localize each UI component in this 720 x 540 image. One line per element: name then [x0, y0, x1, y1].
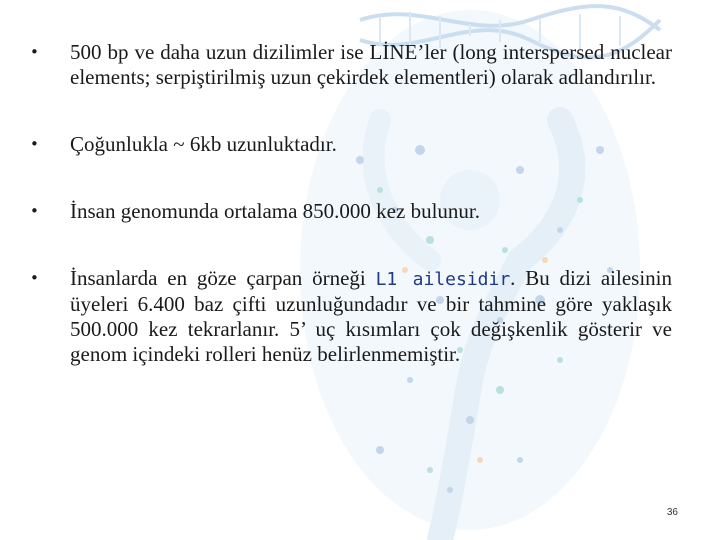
page-number: 36 [666, 507, 678, 518]
bullet-l1-family [30, 266, 672, 367]
bullet-genome-count: • İnsan genomunda ortalama 850.000 kez bulunur. [30, 199, 672, 224]
l1-family-highlight: L1 ailesidir [375, 269, 511, 290]
l1-intro-text: İnsanlarda en göze çarpan örneği [70, 266, 376, 290]
l1-detail-text: . Bu dizi ailesinin üyeleri 6.400 baz çifti uzunluğundadır ve bir tahmine göre yaklaşık 500.000 kez tekrarlanır. 5’ uç kısımları çok değişkenlik gösterir ve genom içindeki rolleri henüz belirlenmemiştir. [70, 266, 672, 366]
slide-content [30, 40, 672, 367]
bullet-line-definition: • 500 bp ve daha uzun dizilimler ise LİNE’ler (long interspersed nuclear elements; serpiştirilmiş uzun çekirdek elementleri) olarak adlandırılır. [30, 40, 672, 90]
bullet-length: • Çoğunlukla ~ 6kb uzunluktadır. [30, 132, 672, 157]
